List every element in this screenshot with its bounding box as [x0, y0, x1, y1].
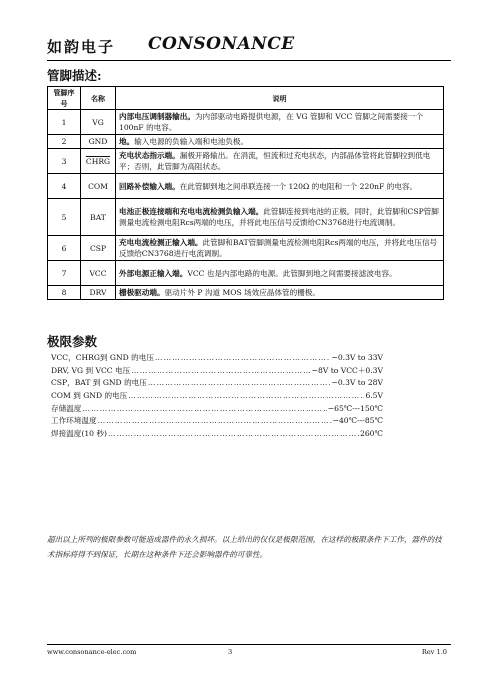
pin-number: 1 — [48, 110, 81, 135]
rating-value: 6.5V — [365, 391, 383, 401]
pin-number: 3 — [48, 149, 81, 174]
header-divider — [47, 60, 451, 61]
desc-text: 此管脚和BAT管脚测量电流检测电阻Rcs两端的电压，并将此电压信号反馈给CN3768进行电流调制。 — [119, 238, 438, 258]
footer-revision: Rev 1.0 — [421, 648, 447, 656]
pin-number: 2 — [48, 135, 81, 149]
rating-label: 工作环境温度 — [51, 416, 97, 426]
pin-name: CHRG — [81, 149, 116, 174]
list-item — [51, 428, 383, 441]
desc-lead: 电池正极连接端和充电电流检测负输入端。 — [119, 207, 264, 216]
list-item — [51, 377, 383, 390]
desc-lead: 内部电压调制器输出。 — [119, 112, 195, 121]
pin-name: GND — [81, 135, 116, 149]
pin-number: 7 — [48, 261, 81, 286]
dot-leader — [148, 378, 331, 387]
pin-description — [116, 286, 444, 300]
pin-number: 4 — [48, 174, 81, 199]
pin-description-title: 管脚描述: — [47, 68, 102, 83]
table-row — [48, 286, 444, 300]
desc-text: VCC 也是内部电路的电源。此管脚到地之间需要接滤波电容。 — [187, 268, 397, 278]
pin-name: VG — [81, 110, 116, 135]
rating-value: −8V to VCC＋0.3V — [311, 365, 383, 375]
dot-leader — [128, 391, 364, 400]
desc-lead: 栅极驱动端。 — [119, 288, 165, 297]
list-item — [51, 415, 383, 428]
pin-description — [116, 236, 444, 261]
table-row — [48, 110, 444, 135]
table-row — [48, 174, 444, 199]
rating-label: 存储温度 — [51, 403, 82, 413]
dot-leader — [98, 416, 332, 425]
rating-label: 焊接温度(10 秒) — [51, 429, 107, 439]
absolute-max-ratings-list — [51, 352, 383, 441]
page-header — [47, 34, 451, 60]
rating-value: −40℃---85℃ — [332, 416, 383, 426]
col-description: 说明 — [116, 87, 444, 110]
desc-text: 为内部驱动电路提供电源，在 VG 管脚和 VCC 管脚之间需要接一个 100nF 的电容。 — [119, 112, 424, 132]
list-item — [51, 352, 383, 365]
pin-name: CSP — [81, 236, 116, 261]
rating-label: CSP，BAT 到 GND 的电压 — [51, 378, 147, 388]
desc-text: 输入电源的负输入端和电池负极。 — [134, 137, 249, 146]
rating-value: −0.3V to 33V — [331, 353, 383, 362]
absolute-max-ratings-title: 极限参数 — [47, 334, 98, 349]
table-row — [48, 149, 444, 174]
pin-name: COM — [81, 174, 116, 199]
desc-lead: 充电状态指示端。 — [119, 151, 180, 160]
footer-page-number: 3 — [228, 648, 233, 656]
dot-leader — [108, 429, 359, 438]
table-row — [48, 135, 444, 149]
desc-text: 在此管脚到地之间串联连接一个 120Ω 的电阻和一个 220nF 的电容。 — [179, 181, 418, 191]
desc-lead: 充电电流检测正输入端。 — [119, 238, 203, 247]
table-row — [48, 199, 444, 236]
pin-number: 6 — [48, 236, 81, 261]
pin-number: 5 — [48, 199, 81, 236]
pin-name: BAT — [81, 199, 116, 236]
rating-value: 260℃ — [360, 429, 383, 439]
rating-label: VCC，CHRG到 GND 的电压 — [51, 353, 154, 362]
pin-table — [47, 86, 444, 300]
pin-description — [116, 149, 444, 174]
col-pin-number: 管脚序号 — [48, 87, 81, 110]
dot-leader — [82, 404, 326, 413]
brand-chinese-name: 如韵电子 — [47, 38, 116, 56]
desc-text: 此管脚连接到电池的正极。同时，此管脚和CSP管脚测量电流检测电阻Rcs两端的电压，并将此电压信号反馈给CN3768进行电流调制。 — [119, 207, 439, 227]
brand-english-name: CONSONANCE — [148, 34, 295, 54]
pin-number: 8 — [48, 286, 81, 300]
footer-website: www.consonance-elec.com — [47, 648, 137, 656]
rating-value: −65℃---150℃ — [327, 403, 383, 413]
pin-description — [116, 110, 444, 135]
list-item — [51, 390, 383, 403]
table-row — [48, 261, 444, 286]
col-name: 名称 — [81, 87, 116, 110]
rating-value: −0.3V to 28V — [331, 378, 383, 388]
desc-lead: 地。 — [119, 137, 135, 146]
desc-lead: 外部电源正输入端。 — [119, 268, 188, 278]
pin-name: DRV — [81, 286, 116, 300]
ratings-warning-note: 超出以上所列的极限参数可能造成器件的永久损坏。以上给出的仅仅是极限范围，在这样的极限条件下工作，器件的技术指标将得不到保证，长期在这种条件下还会影响器件的可靠性。 — [47, 535, 442, 559]
list-item — [51, 403, 383, 416]
pin-description — [116, 135, 444, 149]
pin-description — [116, 174, 444, 199]
desc-lead: 回路补偿输入端。 — [119, 181, 180, 191]
dot-leader — [131, 366, 310, 375]
rating-label: COM 到 GND 的电压 — [51, 391, 128, 401]
pin-description — [116, 199, 444, 236]
desc-text: 漏极开路输出。在涓流，恒流和过充电状态，内部晶体管将此管脚拉到低电平；否则，此管脚为高阻状态。 — [119, 151, 431, 171]
table-row — [48, 236, 444, 261]
list-item — [51, 365, 383, 378]
pin-description — [116, 261, 444, 286]
pin-name: VCC — [81, 261, 116, 286]
dot-leader — [155, 353, 331, 362]
footer-divider — [47, 644, 451, 645]
desc-text: 驱动片外 P 沟道 MOS 场效应晶体管的栅极。 — [164, 288, 321, 297]
rating-label: DRV, VG 到 VCC 电压 — [51, 365, 131, 375]
pin-table-header — [48, 87, 444, 110]
